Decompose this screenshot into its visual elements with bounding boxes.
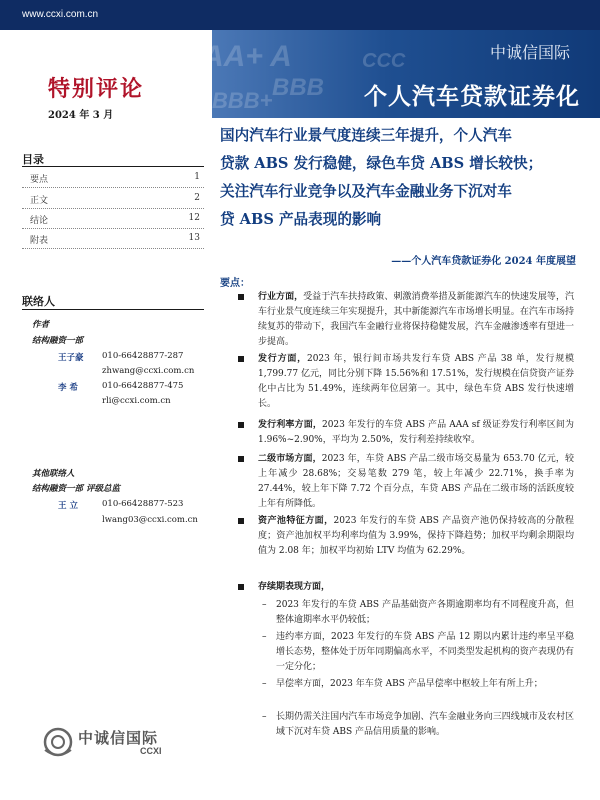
- toc-heading: 目录: [22, 153, 44, 166]
- key-point: [222, 418, 574, 448]
- dept-label: 结构融资一部: [32, 336, 84, 346]
- bullet-square-icon: [238, 584, 244, 590]
- contact-phone: 010-66428877-287: [102, 351, 184, 361]
- key-point-text: 2023 年，银行间市场共发行车贷 ABS 产品 38 单，发行规模 1,799.77 亿元，同比分别下降 15.56%和 17.51%，发行规模在信贷资产证券化中占比为 51.49%，连续两年位居第一。其中，绿色车贷 ABS 发行快速增长。: [258, 354, 574, 409]
- banner-decoration: BBB+: [212, 88, 273, 113]
- contact-email[interactable]: lwang03@ccxi.com.cn: [102, 515, 198, 525]
- key-point: [222, 290, 574, 350]
- sub-point-text: 长期仍需关注国内汽车市场竞争加剧、汽车金融业务向三四线城市及农村区域下沉对车贷 ABS 产品信用质量的影响。: [276, 712, 574, 737]
- main-title-line: 关注汽车行业竞争以及汽车金融业务下沉对车: [220, 183, 512, 200]
- subtitle: ——个人汽车贷款证券化 2024 年度展望: [391, 256, 576, 267]
- contact-name: 王子豪: [58, 353, 84, 363]
- key-point-text: 2023 年，车贷 ABS 产品二级市场交易量为 653.70 亿元，较上年减少 28.68%；交易笔数 279 笔，较上年减少 22.71%，换手率为 27.44%，较上年下降 7.72 个百分点，车贷 ABS 产品在二级市场的活跃度较上年有所降低。: [258, 454, 574, 509]
- logo-text-cn: 中诚信国际: [78, 729, 159, 747]
- contact-name: 王 立: [58, 501, 78, 511]
- toc-item-label: 要点: [30, 175, 49, 185]
- sub-point: [262, 677, 574, 692]
- key-point-head: 资产池特征方面，: [258, 516, 334, 526]
- toc-divider: [22, 166, 204, 167]
- key-point-text: 2023 年发行的车贷 ABS 产品 AAA sf 级证券发行利率区间为 1.96%~2.90%，平均为 2.50%，发行利差持续收窄。: [258, 420, 574, 445]
- header-banner: [202, 30, 600, 118]
- bullet-square-icon: [238, 456, 244, 462]
- sub-point-text: 早偿率方面，2023 年车贷 ABS 产品早偿率中枢较上年有所上升；: [276, 679, 543, 689]
- toc-separator: [22, 228, 204, 229]
- key-point-head: 二级市场方面，: [258, 454, 322, 464]
- other-contacts-label: 其他联络人: [32, 469, 75, 479]
- banner-decoration: CCC: [362, 50, 406, 72]
- company-logo: [40, 722, 180, 762]
- dash-icon: –: [262, 632, 267, 642]
- main-title-line: 国内汽车行业景气度连续三年提升，个人汽车: [220, 127, 512, 144]
- authors-label: 作者: [32, 320, 50, 330]
- key-point-text: 2023 年发行的车贷 ABS 产品资产池仍保持较高的分散程度；资产池加权平均利率均值为 3.99%，保持下降趋势；加权平均剩余期限均值为 2.08 年；加权平均初始 LTV 均值为 62.29%。: [258, 516, 574, 556]
- toc-item[interactable]: [30, 172, 200, 185]
- sub-point: [262, 598, 574, 628]
- toc-separator: [22, 208, 204, 209]
- contacts-divider: [22, 309, 204, 310]
- top-bar: [0, 0, 600, 30]
- key-point-head: 发行利率方面，: [258, 420, 322, 430]
- banner-decoration: AA+ A: [202, 40, 292, 73]
- toc-item-page: 1: [194, 172, 200, 182]
- toc-item-page: 2: [194, 193, 200, 203]
- contact-email[interactable]: zhwang@ccxi.com.cn: [102, 366, 195, 376]
- banner-decoration: BBB: [272, 74, 324, 101]
- contacts-heading: 联络人: [22, 295, 55, 308]
- dash-icon: –: [262, 712, 267, 722]
- contact-phone: 010-66428877-475: [102, 381, 184, 391]
- logo-mark-icon: [40, 724, 76, 760]
- contact-email[interactable]: rli@ccxi.com.cn: [102, 396, 171, 406]
- key-point-head: 发行方面，: [258, 354, 307, 364]
- banner-brand: 中诚信国际: [489, 43, 570, 62]
- sub-point: [262, 710, 574, 740]
- dept-label: 结构融资一部 评级总监: [32, 484, 120, 494]
- report-date: 2024 年 3 月: [48, 110, 114, 121]
- toc-separator: [22, 248, 204, 249]
- toc-item-page: 13: [188, 233, 200, 243]
- toc-item-label: 正文: [30, 196, 49, 206]
- key-point: [222, 580, 574, 595]
- main-title-line: 贷 ABS 产品表现的影响: [220, 211, 382, 228]
- key-points-label: 要点：: [220, 278, 250, 289]
- site-url: www.ccxi.com.cn: [22, 9, 99, 20]
- key-point: [222, 452, 574, 512]
- toc-item-page: 12: [188, 213, 200, 223]
- toc-separator: [22, 187, 204, 188]
- dash-icon: –: [262, 679, 267, 689]
- report-type: 特别评论: [48, 76, 145, 102]
- toc-item[interactable]: [30, 213, 200, 226]
- key-point-text: 受益于汽车扶持政策、刺激消费举措及新能源汽车的快速发展等，汽车行业景气度连续三年实现提升，其中新能源汽车市场增长明显。在汽车市场持续复苏的带动下，我国汽车金融行业将保持稳健发展，汽车金融渗透率有望进一步提高。: [258, 292, 574, 347]
- key-point-head: 存续期表现方面，: [258, 582, 331, 592]
- sub-point-text: 违约率方面，2023 年发行的车贷 ABS 产品 12 期以内累计违约率呈平稳增长态势，整体处于历年同期偏高水平，不同类型发起机构的资产表现仍有一定分化；: [276, 632, 574, 672]
- bullet-square-icon: [238, 422, 244, 428]
- bullet-square-icon: [238, 518, 244, 524]
- dash-icon: –: [262, 600, 267, 610]
- toc-item-label: 附表: [30, 236, 49, 246]
- contact-phone: 010-66428877-523: [102, 499, 184, 509]
- banner-title: 个人汽车贷款证券化: [364, 83, 580, 110]
- sub-point-text: 2023 年发行的车贷 ABS 产品基础资产各期逾期率均有不同程度升高，但整体逾期率水平仍较低；: [276, 600, 574, 625]
- toc-item[interactable]: [30, 233, 200, 246]
- key-point: [222, 514, 574, 559]
- contact-name: 李 希: [58, 383, 78, 393]
- toc-item[interactable]: [30, 193, 200, 206]
- bullet-square-icon: [238, 294, 244, 300]
- toc-item-label: 结论: [30, 216, 49, 226]
- sub-point: [262, 630, 574, 675]
- bullet-square-icon: [238, 356, 244, 362]
- key-point-head: 行业方面，: [258, 292, 304, 302]
- key-point: [222, 352, 574, 412]
- main-title: [220, 122, 580, 234]
- logo-text-en: CCXI: [140, 746, 162, 756]
- main-title-line: 贷款 ABS 发行稳健，绿色车贷 ABS 增长较快；: [220, 155, 543, 172]
